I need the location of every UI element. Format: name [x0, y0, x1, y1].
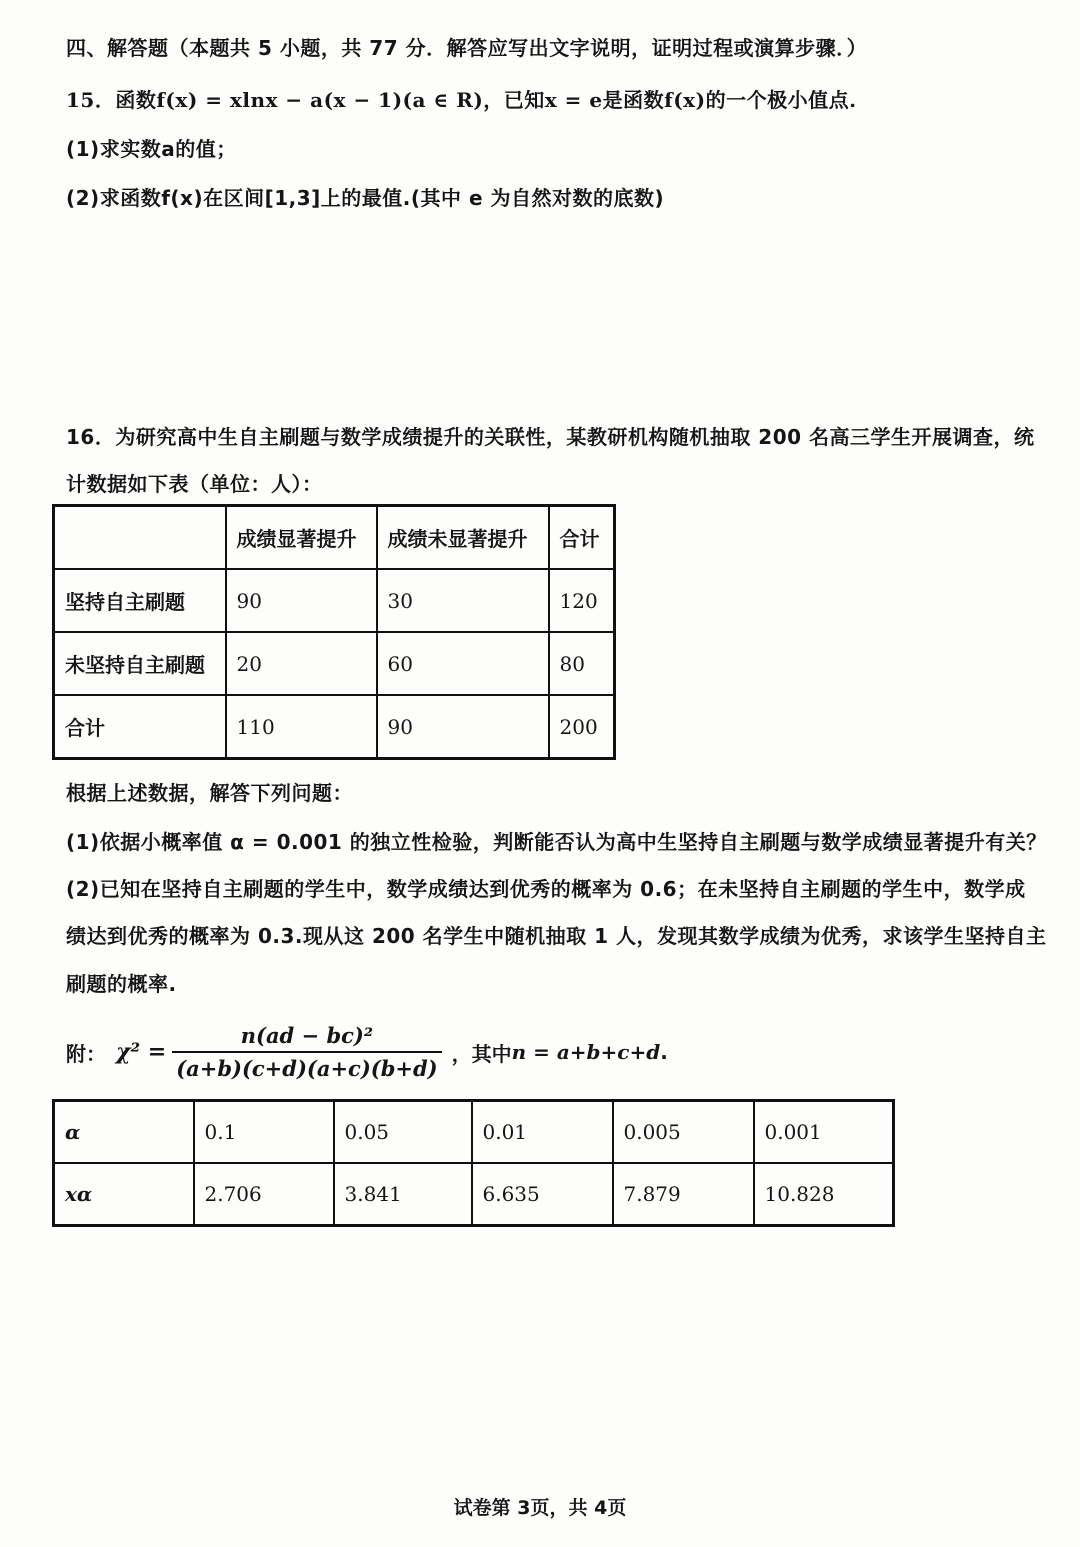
- table-row: [54, 569, 615, 632]
- table-header: 成绩未显著提升: [377, 506, 549, 570]
- alpha-row: [54, 1101, 894, 1164]
- table-cell: 120: [549, 569, 615, 632]
- table-cell: 80: [549, 632, 615, 695]
- table-header: 合计: [549, 506, 615, 570]
- q15-part2: (2)求函数f(x)在区间[1,3]上的最值.(其中 e 为自然对数的底数): [66, 186, 665, 210]
- section-header: 四、解答题（本题共 5 小题，共 77 分．解答应写出文字说明，证明过程或演算步骤．）: [66, 36, 868, 60]
- q16-stem-line1: 16．为研究高中生自主刷题与数学成绩提升的关联性，某教研机构随机抽取 200 名高三学生开展调查，统: [66, 425, 1035, 449]
- critical-value: 10.828: [754, 1163, 894, 1226]
- critical-value-table: [52, 1099, 895, 1227]
- chi-square-formula: [66, 1012, 668, 1092]
- q16-part2-line1: (2)已知在坚持自主刷题的学生中，数学成绩达到优秀的概率为 0.6；在未坚持自主刷题的学生中，数学成: [66, 877, 1026, 901]
- critical-value: 6.635: [472, 1163, 613, 1226]
- table-row: [54, 695, 615, 759]
- critical-value: 7.879: [613, 1163, 754, 1226]
- table-cell: 90: [226, 569, 377, 632]
- q16-part2-line3: 刷题的概率.: [66, 972, 177, 996]
- alpha-value: 0.05: [334, 1101, 472, 1164]
- table-cell: 200: [549, 695, 615, 759]
- formula-numerator: n(ad − bc)²: [240, 1023, 374, 1048]
- q15-part1: (1)求实数a的值；: [66, 137, 237, 161]
- condition-expression: n = a+b+c+d: [511, 1040, 661, 1064]
- table-row: [54, 632, 615, 695]
- survey-table: [52, 504, 616, 760]
- condition-prefix: ，其中: [451, 1041, 512, 1066]
- alpha-label: α: [54, 1101, 194, 1164]
- table-row-label: 坚持自主刷题: [54, 569, 226, 632]
- table-cell: 60: [377, 632, 549, 695]
- q15-stem: 15．函数f(x) = xlnx − a(x − 1)(a ∈ R)，已知x = e是函数f(x)的一个极小值点.: [66, 88, 857, 112]
- q16-stem-line2: 计数据如下表（单位：人）：: [66, 472, 323, 496]
- table-cell: 110: [226, 695, 377, 759]
- table-header-row: [54, 506, 615, 570]
- formula-denominator: (a+b)(c+d)(a+c)(b+d): [176, 1056, 438, 1081]
- table-cell: 30: [377, 569, 549, 632]
- x-alpha-label: xα: [54, 1163, 194, 1226]
- table-row-label: 未坚持自主刷题: [54, 632, 226, 695]
- alpha-value: 0.1: [194, 1101, 334, 1164]
- alpha-value: 0.005: [613, 1101, 754, 1164]
- table-corner-cell: [54, 506, 226, 570]
- table-header: 成绩显著提升: [226, 506, 377, 570]
- alpha-value: 0.01: [472, 1101, 613, 1164]
- appendix-label: 附：: [66, 1041, 106, 1066]
- page-footer: 试卷第 3页，共 4页: [453, 1497, 627, 1519]
- alpha-value: 0.001: [754, 1101, 894, 1164]
- x-alpha-row: [54, 1163, 894, 1226]
- table-cell: 20: [226, 632, 377, 695]
- critical-value: 2.706: [194, 1163, 334, 1226]
- table-cell: 90: [377, 695, 549, 759]
- table-row-label: 合计: [54, 695, 226, 759]
- chi-square-lhs: χ² =: [116, 1039, 167, 1065]
- formula-fraction: [172, 1023, 441, 1081]
- q16-intro: 根据上述数据，解答下列问题：: [66, 781, 353, 805]
- condition-suffix: .: [660, 1040, 668, 1064]
- q16-part1: (1)依据小概率值 α = 0.001 的独立性检验，判断能否认为高中生坚持自主刷题与数学成绩显著提升有关？: [66, 830, 1047, 854]
- q16-part2-line2: 绩达到优秀的概率为 0.3.现从这 200 名学生中随机抽取 1 人，发现其数学成绩为优秀，求该学生坚持自主: [66, 924, 1047, 948]
- critical-value: 3.841: [334, 1163, 472, 1226]
